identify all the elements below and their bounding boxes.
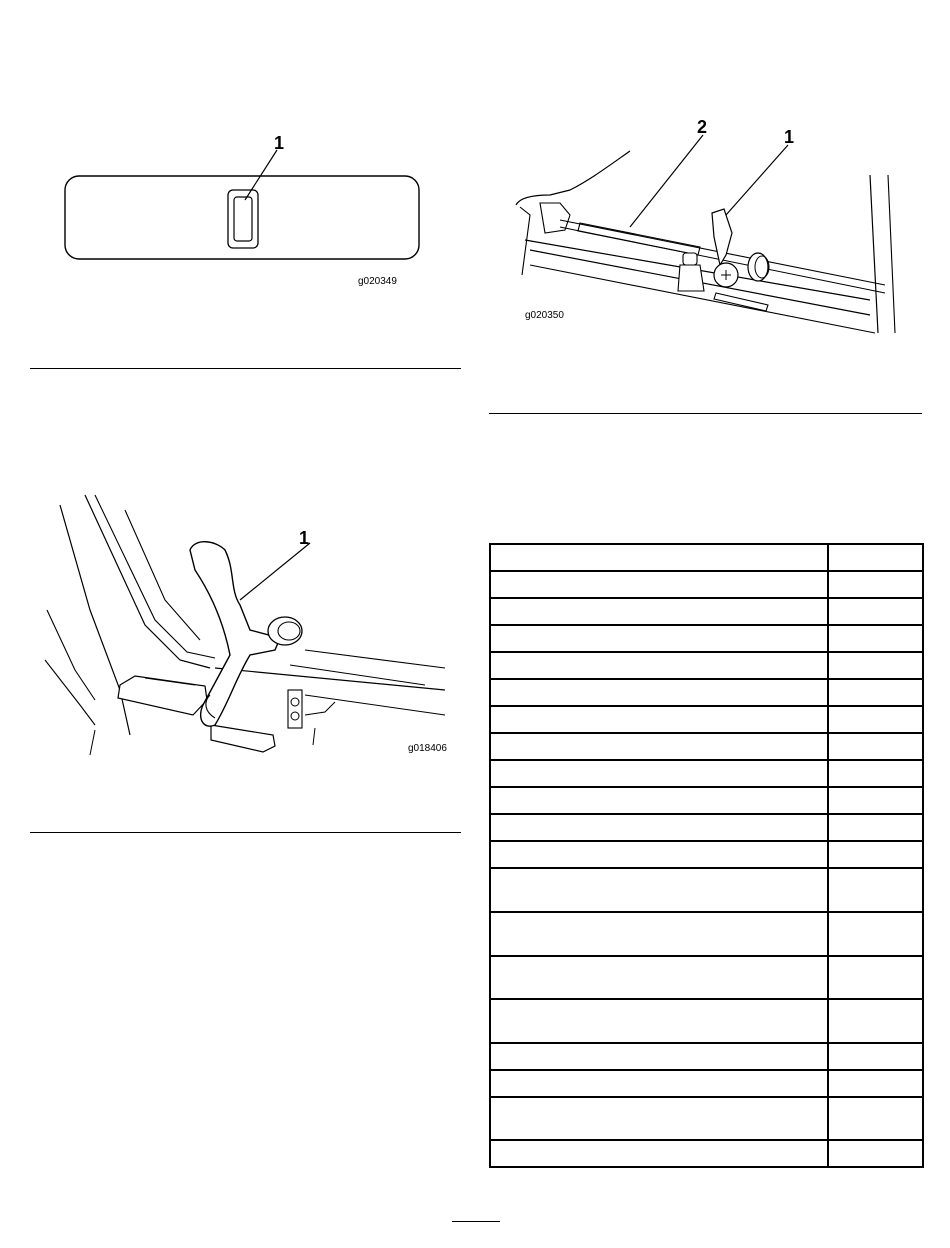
table-cell-value xyxy=(828,814,923,841)
table-cell-item xyxy=(490,956,828,999)
table-row xyxy=(490,787,923,814)
table-cell-item xyxy=(490,679,828,706)
spec-table xyxy=(489,543,924,1168)
table-row xyxy=(490,1140,923,1167)
table-cell-item xyxy=(490,814,828,841)
table-row xyxy=(490,912,923,956)
figure-seat-rail xyxy=(500,115,910,340)
table-cell-item xyxy=(490,598,828,625)
page-footer-rule xyxy=(452,1221,500,1222)
table-cell-value xyxy=(828,625,923,652)
table-cell-value xyxy=(828,1097,923,1140)
divider xyxy=(30,832,461,833)
table-cell-item xyxy=(490,999,828,1043)
table-cell-item xyxy=(490,544,828,571)
table-cell-value xyxy=(828,598,923,625)
table-cell-value xyxy=(828,706,923,733)
table-cell-item xyxy=(490,1070,828,1097)
table-cell-item xyxy=(490,706,828,733)
table-cell-value xyxy=(828,760,923,787)
table-cell-value xyxy=(828,868,923,912)
table-cell-value xyxy=(828,787,923,814)
table-row xyxy=(490,571,923,598)
table-cell-value xyxy=(828,544,923,571)
table-cell-item xyxy=(490,1043,828,1070)
table-row xyxy=(490,841,923,868)
callout-2: 2 xyxy=(697,117,708,137)
table-cell-value xyxy=(828,679,923,706)
table-row xyxy=(490,956,923,999)
divider xyxy=(489,413,922,414)
table-row xyxy=(490,625,923,652)
table-cell-value xyxy=(828,652,923,679)
table-cell-item xyxy=(490,733,828,760)
divider xyxy=(30,368,461,369)
callout-1: 1 xyxy=(274,133,285,153)
table-row xyxy=(490,868,923,912)
figure-id: g020350 xyxy=(525,310,564,321)
table-row xyxy=(490,706,923,733)
table-row xyxy=(490,1070,923,1097)
table-cell-value xyxy=(828,956,923,999)
figure-id: g018406 xyxy=(408,743,447,754)
table-row xyxy=(490,679,923,706)
table-cell-value xyxy=(828,841,923,868)
table-cell-item xyxy=(490,841,828,868)
table-cell-value xyxy=(828,733,923,760)
table-row xyxy=(490,1097,923,1140)
table-cell-value xyxy=(828,999,923,1043)
handle-lever-illustration xyxy=(35,490,455,775)
panel-illustration xyxy=(55,120,435,300)
table-cell-value xyxy=(828,912,923,956)
table-row xyxy=(490,544,923,571)
table-cell-item xyxy=(490,571,828,598)
table-cell-item xyxy=(490,760,828,787)
table-cell-item xyxy=(490,625,828,652)
figure-handle-lever xyxy=(35,490,455,775)
seat-rail-illustration xyxy=(500,115,910,340)
table-cell-value xyxy=(828,1140,923,1167)
table-cell-value xyxy=(828,1070,923,1097)
table-row xyxy=(490,1043,923,1070)
table-cell-value xyxy=(828,571,923,598)
callout-1: 1 xyxy=(299,528,310,548)
figure-id: g020349 xyxy=(358,276,397,287)
table-cell-item xyxy=(490,1097,828,1140)
table-row xyxy=(490,999,923,1043)
table-row xyxy=(490,733,923,760)
table-row xyxy=(490,652,923,679)
table-row xyxy=(490,814,923,841)
table-cell-item xyxy=(490,1140,828,1167)
table-row xyxy=(490,760,923,787)
table-cell-item xyxy=(490,868,828,912)
table-cell-value xyxy=(828,1043,923,1070)
callout-1: 1 xyxy=(784,127,795,147)
table-cell-item xyxy=(490,652,828,679)
table-cell-item xyxy=(490,912,828,956)
figure-panel-slot xyxy=(55,120,435,300)
table-row xyxy=(490,598,923,625)
table-cell-item xyxy=(490,787,828,814)
